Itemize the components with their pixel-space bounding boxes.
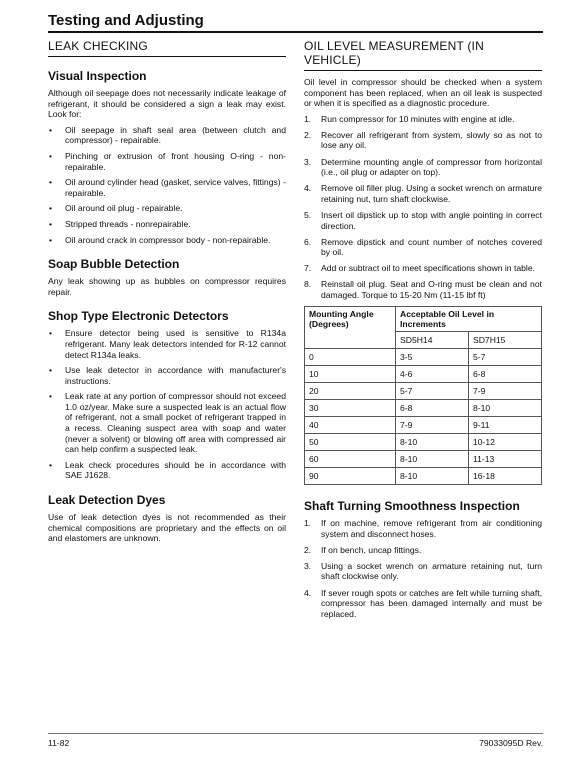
step-number: 4. [304, 587, 312, 598]
step-number: 2. [304, 544, 312, 555]
step-text: Remove oil filler plug. Using a socket wrench on armature retaining nut, turn shaft clockwise. [321, 183, 542, 204]
sd5h14-cell: 6-8 [396, 400, 469, 417]
list-item [304, 545, 542, 556]
table-row [305, 349, 542, 366]
step-number: 5. [304, 209, 312, 220]
list-item: • Pinching or extrusion of front housing O-ring - non-repairable. [48, 151, 286, 172]
angle-cell: 10 [305, 366, 396, 383]
oil-table-body [305, 349, 542, 485]
list-item: • Leak rate at any portion of compressor should not exceed 1.0 oz/year. Make sure a suspected leak is an actual flow of refrigerant, not a small pocket of refrigerant trapped in a recess. Cleaning suspect area with soap and water (never a solvent) or blowing off area with compressed air can help confirm a suspected leak. [48, 391, 286, 455]
sd5h14-cell: 5-7 [396, 383, 469, 400]
sd5h14-cell: 8-10 [396, 434, 469, 451]
angle-cell: 50 [305, 434, 396, 451]
visual-inspection-intro: Although oil seepage does not necessarily indicate leakage of refrigerant, it should be considered a sign a leak may exist. Look for: [48, 88, 286, 120]
step-text: Recover all refrigerant from system, slowly so as not to lose any oil. [321, 129, 542, 151]
document-number: 79033095D Rev. [479, 738, 543, 748]
list-item [304, 237, 542, 258]
step-text: Reinstall oil plug. Seat and O-ring must be clean and not damaged. Torque to 15-20 Nm (11-15 lbf ft) [321, 279, 542, 300]
page-title: Testing and Adjusting [48, 12, 204, 29]
table-subheader-sd7h15: SD7H15 [468, 332, 541, 349]
list-item [304, 130, 542, 151]
sd7h15-cell: 16-18 [468, 468, 541, 485]
step-text: Determine mounting angle of compressor from horizontal (i.e., oil plug or adapter on top). [321, 156, 542, 178]
list-item [304, 263, 542, 274]
left-column [48, 37, 286, 549]
sd7h15-cell: 8-10 [468, 400, 541, 417]
sd7h15-cell: 10-12 [468, 434, 541, 451]
table-row [305, 366, 542, 383]
step-number: 8. [304, 279, 312, 290]
oil-level-intro: Oil level in compressor should be checked when a system component has been replaced, when an oil leak is suspected or when it is specified as a diagnostic procedure. [304, 77, 542, 109]
list-item [304, 561, 542, 582]
title-rule [48, 31, 543, 33]
table-header-mounting-angle: Mounting Angle (Degrees) [305, 307, 396, 349]
leak-dyes-heading: Leak Detection Dyes [48, 493, 166, 508]
step-number: 6. [304, 236, 312, 247]
sd5h14-cell: 8-10 [396, 468, 469, 485]
list-item [304, 114, 542, 125]
step-text: Remove dipstick and count number of notches covered by oil. [321, 236, 542, 258]
oil-level-heading: OIL LEVEL MEASUREMENT (IN VEHICLE) [304, 37, 542, 71]
soap-bubble-text: Any leak showing up as bubbles on compressor requires repair. [48, 276, 286, 297]
list-item: • Oil seepage in shaft seal area (between clutch and compressor) - repairable. [48, 125, 286, 146]
sd7h15-cell: 9-11 [468, 417, 541, 434]
list-item [304, 183, 542, 204]
angle-cell: 20 [305, 383, 396, 400]
list-item: • Leak check procedures should be in accordance with SAE J1628. [48, 460, 286, 481]
step-text: If sever rough spots or catches are felt while turning shaft, compressor has been damaged internally and must be replaced. [321, 587, 542, 619]
table-subheader-sd5h14: SD5H14 [396, 332, 469, 349]
step-text: If on bench, uncap fittings. [321, 544, 422, 555]
step-number: 3. [304, 156, 312, 167]
table-header-oil-level: Acceptable Oil Level in Increments [396, 307, 542, 332]
step-number: 1. [304, 518, 312, 529]
table-row [305, 451, 542, 468]
table-row [305, 417, 542, 434]
sd5h14-cell: 7-9 [396, 417, 469, 434]
shop-detectors-list [48, 328, 286, 481]
footer-rule [48, 733, 543, 734]
step-number: 1. [304, 113, 312, 124]
step-number: 3. [304, 560, 312, 571]
list-item [304, 157, 542, 178]
list-item: • Oil around oil plug - repairable. [48, 203, 286, 214]
table-row [305, 434, 542, 451]
shaft-inspection-heading: Shaft Turning Smoothness Inspection [304, 499, 520, 514]
right-column [304, 37, 542, 625]
soap-bubble-heading: Soap Bubble Detection [48, 257, 180, 272]
list-item: • Oil around cylinder head (gasket, service valves, fittings) - repairable. [48, 177, 286, 198]
table-row [305, 400, 542, 417]
step-number: 4. [304, 183, 312, 194]
angle-cell: 90 [305, 468, 396, 485]
leak-dyes-text: Use of leak detection dyes is not recommended as their chemical compositions are proprietary and the effects on oil and elastomers are unknown. [48, 512, 286, 544]
list-item [304, 588, 542, 620]
angle-cell: 60 [305, 451, 396, 468]
sd7h15-cell: 11-13 [468, 451, 541, 468]
table-row [305, 383, 542, 400]
visual-inspection-heading: Visual Inspection [48, 69, 147, 83]
list-item: • Stripped threads - nonrepairable. [48, 219, 286, 230]
step-number: 2. [304, 129, 312, 140]
angle-cell: 30 [305, 400, 396, 417]
sd7h15-cell: 5-7 [468, 349, 541, 366]
sd5h14-cell: 3-5 [396, 349, 469, 366]
step-text: If on machine, remove refrigerant from air conditioning system and disconnect hoses. [321, 518, 542, 539]
list-item: • Oil around crack in compressor body - non-repairable. [48, 235, 286, 246]
step-text: Add or subtract oil to meet specifications shown in table. [321, 263, 536, 274]
table-row [305, 468, 542, 485]
sd5h14-cell: 4-6 [396, 366, 469, 383]
list-item [304, 518, 542, 539]
step-text: Insert oil dipstick up to stop with angle pointing in correct direction. [321, 209, 542, 231]
sd7h15-cell: 7-9 [468, 383, 541, 400]
list-item: • Ensure detector being used is sensitive to R134a refrigerant. Many leak detectors intended for R-12 cannot detect R134a leaks. [48, 328, 286, 360]
step-text: Using a socket wrench on armature retaining nut, turn shaft clockwise only. [321, 560, 542, 582]
sd7h15-cell: 6-8 [468, 366, 541, 383]
list-item: • Use leak detector in accordance with manufacturer's instructions. [48, 365, 286, 386]
oil-level-steps [304, 114, 542, 301]
list-item [304, 279, 542, 300]
list-item [304, 210, 542, 231]
leak-checking-heading: LEAK CHECKING [48, 37, 286, 57]
angle-cell: 40 [305, 417, 396, 434]
step-number: 7. [304, 263, 312, 274]
oil-level-table [304, 306, 542, 485]
sd5h14-cell: 8-10 [396, 451, 469, 468]
shop-detectors-heading: Shop Type Electronic Detectors [48, 309, 229, 324]
angle-cell: 0 [305, 349, 396, 366]
page-number: 11-82 [48, 738, 70, 748]
visual-inspection-list [48, 125, 286, 245]
step-text: Run compressor for 10 minutes with engine at idle. [321, 113, 515, 124]
shaft-inspection-steps [304, 518, 542, 619]
